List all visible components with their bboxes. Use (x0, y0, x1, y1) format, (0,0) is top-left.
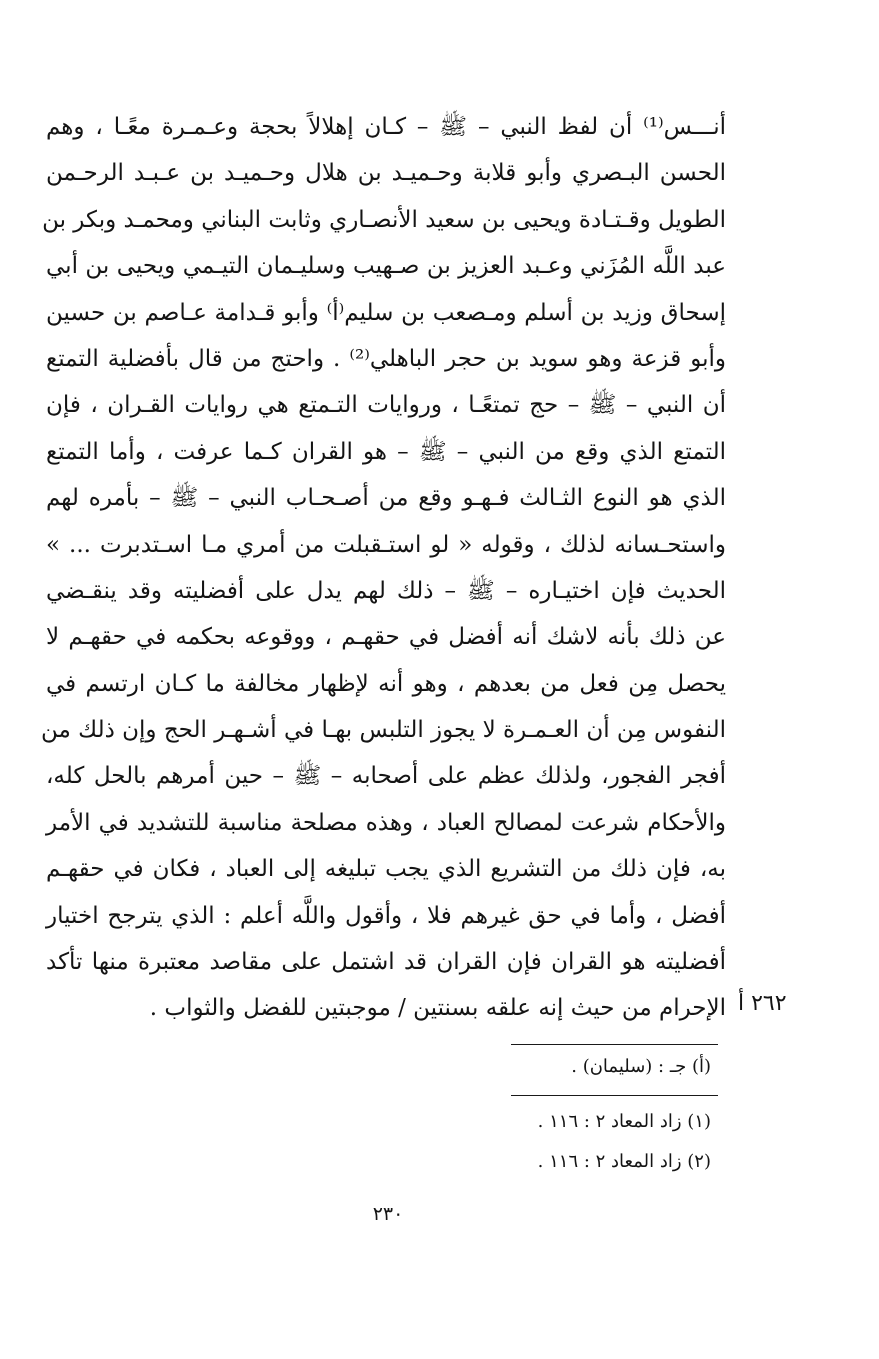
text-line: أفضليته هو القران فإن القران قد اشتمل على مقاصد معتبرة منها تأكد (46, 949, 726, 976)
text-line: عن ذلك بأنه لاشك أنه أفضل في حقهـم ، ووقوعه بحكمه في حقهـم لا (46, 624, 726, 651)
text-line: التمتع الذي وقع من النبي – ﷺ – هو القران كـما عرفت ، وأما التمتع (46, 438, 726, 465)
footnote-1: (١) زاد المعاد ٢ : ١١٦ . (537, 1111, 711, 1132)
text-line: به، فإن ذلك من التشريع الذي يجب تبليغه إلى العباد ، فكان في حقهـم (46, 856, 726, 883)
text-line: النفوس مِن أن العـمـرة لا يجوز التلبس بهـا في أشـهـر الحج وإن ذلك من (41, 717, 726, 744)
text-line: الحديث فإن اختيـاره – ﷺ – ذلك لهم يدل على أفضليته وقد ينقـضي (46, 577, 726, 604)
text-line: وأبو قزعة وهو سويد بن حجر الباهلي⁽²⁾ . واحتج من قال بأفضلية التمتع (46, 345, 726, 372)
footnote-2: (٢) زاد المعاد ٢ : ١١٦ . (537, 1151, 711, 1172)
variant-separator-rule (511, 1044, 718, 1045)
text-line: أن النبي – ﷺ – حج تمتعًـا ، وروايات التـمتع هي روايات القـران ، فإن (46, 392, 726, 419)
text-line: عبد اللَّه المُزَني وعـبد العزيز بن صـهيب وسليـمان التيـمي ويحيى بن أبي (46, 253, 726, 280)
text-line: أفضل ، وأما في حق غيرهم فلا ، وأقول واللَّه أعلم : الذي يترجح اختيار (46, 902, 726, 929)
page-number: ٢٣٠ (372, 1203, 404, 1225)
text-line: إسحاق وزيد بن أسلم ومـصعب بن سليم⁽أ⁾ وأبو قـدامة عـاصم بن حسين (46, 299, 726, 326)
variant-note: (أ) جـ : (سليمان) . (571, 1056, 711, 1077)
text-line: الذي هو النوع الثـالث فـهـو وقع من أصـحـاب النبي – ﷺ – بأمره لهم (46, 485, 726, 512)
text-line: والأحكام شرعت لمصالح العباد ، وهذه مصلحة مناسبة للتشديد في الأمر (46, 809, 726, 836)
text-line: الحسن البـصري وأبو قلابة وحـميـد بن هلال وحـميـد بن عـبـد الرحـمن (46, 160, 726, 187)
text-line: الإحرام من حيث إنه علقه بسنتين / موجبتين للفضل والثواب . (149, 995, 726, 1022)
text-line: يحصل مِن فعل من بعدهم ، وهو أنه لإظهار مخالفة ما كـان ارتسم في (46, 670, 726, 697)
text-line: الطويل وقـتـادة ويحيى بن سعيد الأنصـاري وثابت البناني ومحمـد وبكر بن (42, 206, 726, 233)
margin-folio-marker: ٢٦٢ أ (738, 991, 787, 1016)
text-line: أنـــس⁽¹⁾ أن لفظ النبي – ﷺ – كـان إهلالاً بحجة وعـمـرة معًـا ، وهم (46, 114, 726, 140)
text-line: واستحـسانه لذلك ، وقوله « لو استـقبلت من أمري مـا اسـتدبرت ... » (46, 531, 726, 558)
footnote-separator-rule (511, 1095, 718, 1096)
text-line: أفجر الفجور، ولذلك عظم على أصحابه – ﷺ – حين أمرهم بالحل كله، (46, 763, 726, 790)
main-text-block (41, 104, 726, 1032)
